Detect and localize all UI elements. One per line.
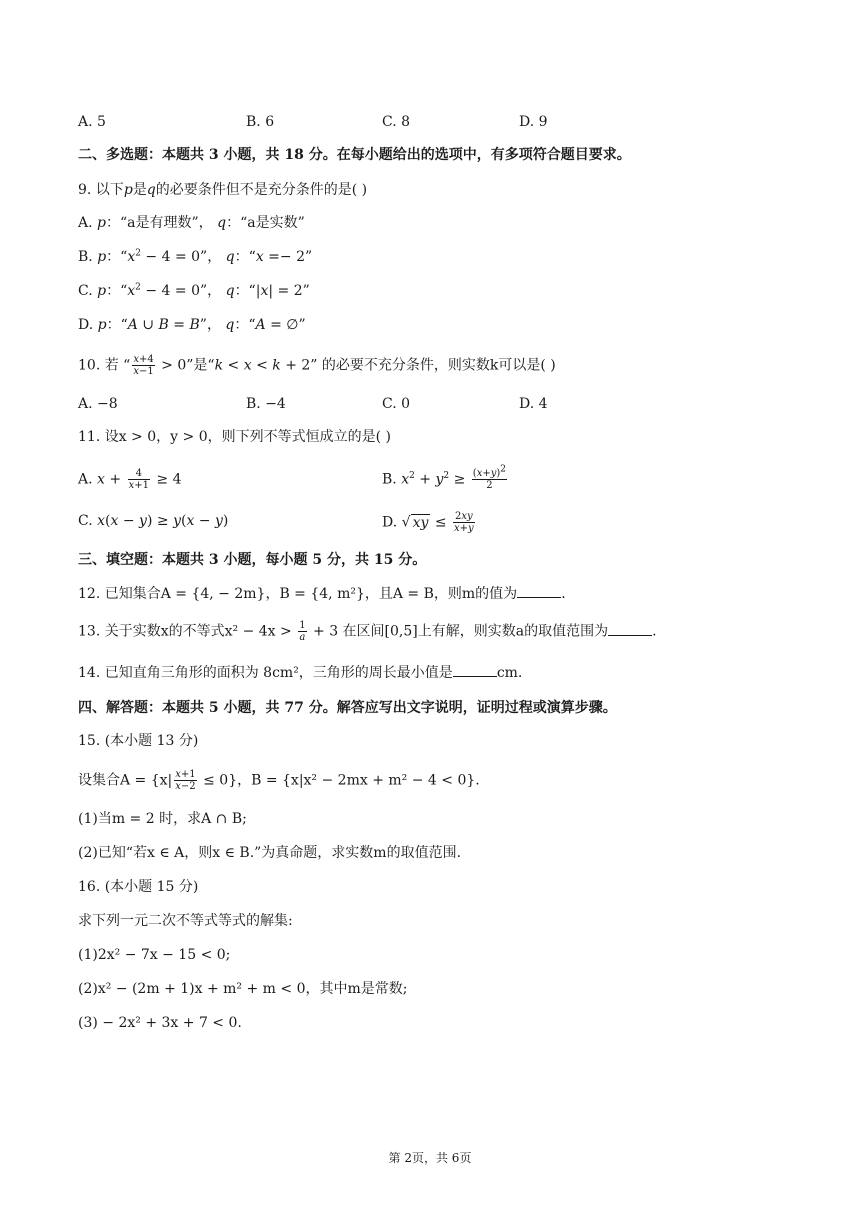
q15-set-definition: 设集合A = {x| $\frac{x+1}{x-2}$ ≤ 0}，B = {x|x² − 2mx + m² − 4 < 0}.: [78, 769, 480, 792]
q14-answer-blank[interactable]: [453, 664, 497, 677]
q9-option-c: C. p：“$x^2 - 4 = 0$”， q：“|x| = 2”: [78, 282, 310, 299]
q10-option-c: C. 0: [382, 396, 411, 412]
q9-option-a: A. p：“a是有理数”， q：“a是实数”: [78, 215, 305, 231]
q10-stem: 10. 若 “ $\frac{x+4}{x-1}$ > 0”是“k < x < k + 2” 的必要不充分条件，则实数k可以是( ): [78, 354, 556, 377]
page-footer: 第 2页，共 6页: [388, 1151, 472, 1165]
q16-intro: 求下列一元二次不等式等式的解集:: [78, 913, 293, 929]
q15-part1: (1)当m = 2 时，求A ∩ B;: [78, 811, 247, 827]
prev-option-c: C. 8: [382, 114, 411, 130]
q13-stem: 13. 关于实数x的不等式x² − 4x > $\frac{1}{a}$ + 3 在区间[0,5]上有解，则实数a的取值范围为 .: [78, 620, 657, 643]
q15-part2: (2)已知“若x ∈ A，则x ∈ B.”为真命题，求实数m的取值范围.: [78, 845, 462, 861]
q11-option-b: B. $x^2 + y^2$ ≥ $\frac{(x+y)^2}{2}$: [382, 464, 507, 491]
q10-option-a: A. −8: [78, 396, 118, 412]
q10-option-b: B. −4: [246, 396, 286, 412]
q10-option-d: D. 4: [519, 396, 548, 412]
q16-title: 16. (本小题 15 分): [78, 879, 199, 895]
q9-option-b: B. p：“$x^2 - 4 = 0$”， q：“x =− 2”: [78, 248, 313, 265]
q11-option-d: D. √ xy ≤ $\frac{2xy}{x+y}$: [382, 511, 474, 534]
q11-option-c: C. x(x − y) ≥ y(x − y): [78, 513, 229, 529]
q9-stem: 9. 以下p是q的必要条件但不是充分条件的是( ): [78, 182, 368, 198]
q14-stem: 14. 已知直角三角形的面积为 8cm²，三角形的周长最小值是 cm.: [78, 665, 523, 681]
q15-title: 15. (本小题 13 分): [78, 733, 199, 749]
prev-option-d: D. 9: [519, 114, 548, 130]
q11-option-a: A. x + $\frac{4}{x+1}$ ≥ 4: [78, 468, 182, 491]
q16-part1: (1)2x² − 7x − 15 < 0;: [78, 947, 231, 963]
q9-option-d: D. p：“A ∪ B = B”， q：“A = ∅”: [78, 317, 306, 333]
section2-heading: 二、多选题：本题共 3 小题，共 18 分。在每小题给出的选项中，有多项符合题目要求。: [78, 147, 631, 163]
section3-heading: 三、填空题：本题共 3 小题，每小题 5 分，共 15 分。: [78, 552, 427, 568]
prev-option-b: B. 6: [246, 114, 275, 130]
q11-stem: 11. 设x > 0，y > 0，则下列不等式恒成立的是( ): [78, 429, 391, 445]
q16-part2: (2)x² − (2m + 1)x + m² + m < 0，其中m是常数;: [78, 981, 408, 997]
q13-answer-blank[interactable]: [608, 623, 652, 636]
section4-heading: 四、解答题：本题共 5 小题，共 77 分。解答应写出文字说明，证明过程或演算步骤。: [78, 700, 617, 716]
prev-option-a: A. 5: [78, 114, 106, 130]
q16-part3: (3) − 2x² + 3x + 7 < 0.: [78, 1015, 242, 1031]
q12-answer-blank[interactable]: [517, 585, 561, 598]
q12-stem: 12. 已知集合A = {4, − 2m}，B = {4, m²}，且A = B，则m的值为 .: [78, 586, 566, 602]
